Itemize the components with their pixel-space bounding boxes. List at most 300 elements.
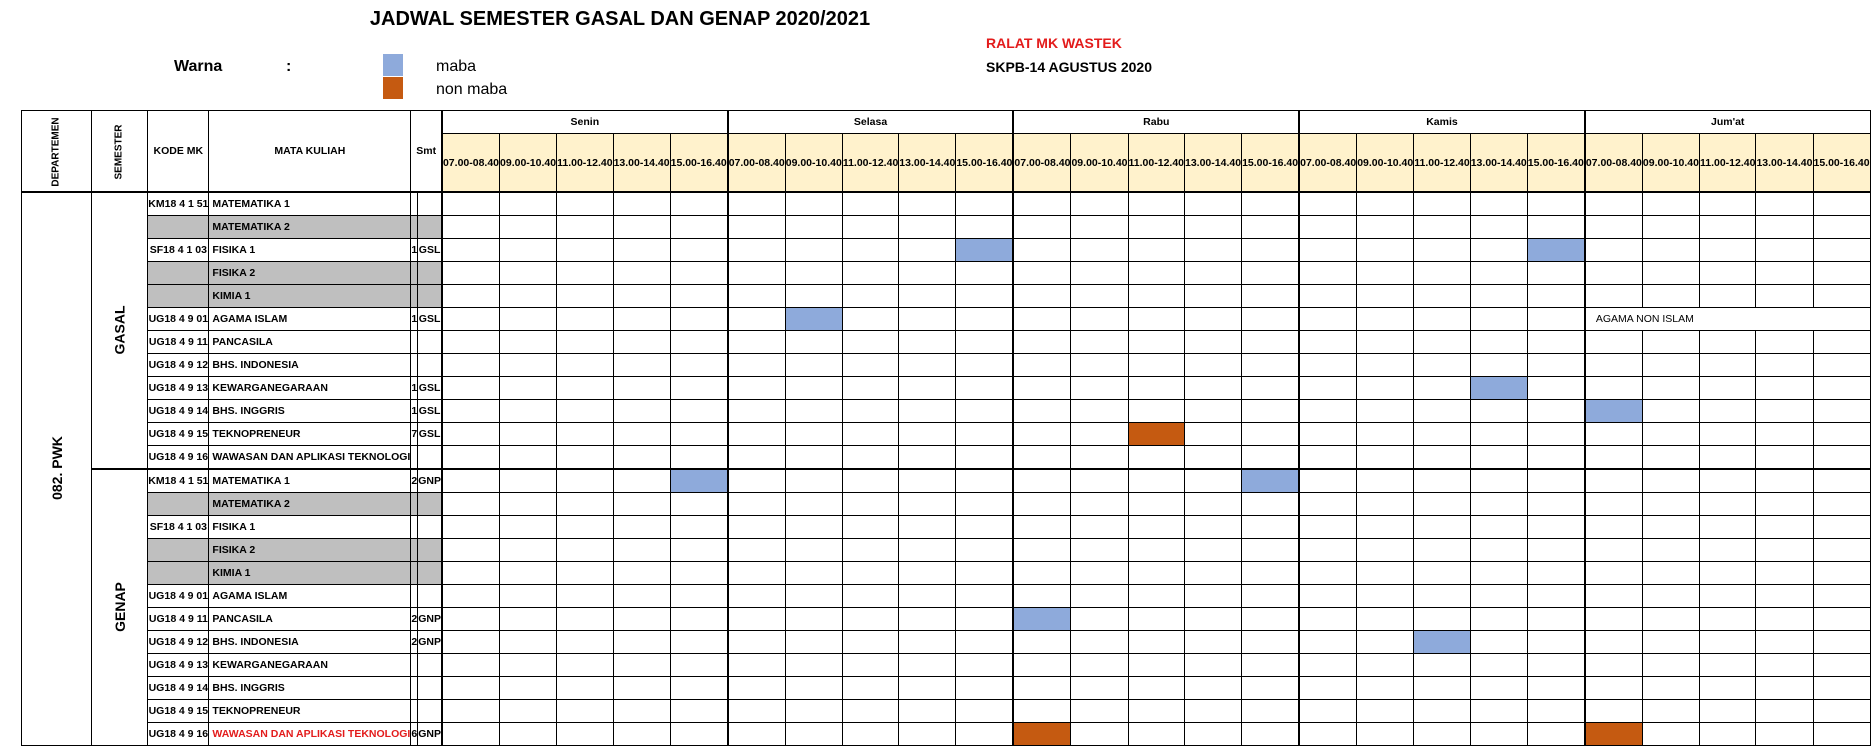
schedule-cell	[1470, 562, 1527, 585]
schedule-cell	[1185, 608, 1242, 631]
schedule-cell	[1013, 216, 1071, 239]
schedule-cell	[1414, 469, 1470, 493]
schedule-cell	[1585, 585, 1643, 608]
smt-type	[418, 216, 442, 239]
day-header: Kamis	[1299, 111, 1585, 134]
schedule-cell	[1414, 516, 1470, 539]
schedule-cell	[613, 354, 670, 377]
schedule-cell	[1185, 677, 1242, 700]
schedule-cell	[785, 377, 842, 400]
mata-kuliah: PANCASILA	[209, 608, 411, 631]
schedule-cell	[1756, 585, 1813, 608]
smt-type: GSL	[418, 400, 442, 423]
schedule-cell	[1242, 400, 1300, 423]
schedule-cell	[442, 539, 500, 562]
schedule-cell	[500, 539, 557, 562]
kode-mk: UG18 4 9 11	[148, 331, 209, 354]
schedule-cell	[1585, 285, 1643, 308]
schedule-cell	[1527, 377, 1585, 400]
schedule-cell	[1013, 493, 1071, 516]
schedule-cell	[785, 539, 842, 562]
schedule-cell	[1071, 493, 1128, 516]
schedule-cell	[1071, 239, 1128, 262]
schedule-cell	[1242, 654, 1300, 677]
kode-mk	[148, 539, 209, 562]
schedule-cell	[557, 631, 613, 654]
schedule-cell	[500, 308, 557, 331]
smt-number: 2	[411, 469, 418, 493]
schedule-cell	[899, 493, 956, 516]
schedule-cell	[1185, 308, 1242, 331]
schedule-cell	[1813, 654, 1870, 677]
schedule-cell	[1813, 446, 1870, 470]
schedule-cell	[442, 677, 500, 700]
schedule-cell	[1013, 192, 1071, 216]
smt-number: 2	[411, 608, 418, 631]
mata-kuliah: PANCASILA	[209, 331, 411, 354]
schedule-cell	[1299, 677, 1357, 700]
schedule-cell	[557, 400, 613, 423]
smt-number: 6	[411, 723, 418, 746]
time-slot-header: 07.00-08.40	[442, 134, 500, 193]
schedule-cell	[1357, 562, 1414, 585]
schedule-cell	[842, 516, 898, 539]
schedule-cell	[1527, 354, 1585, 377]
schedule-cell	[1642, 192, 1699, 216]
schedule-cell	[557, 377, 613, 400]
schedule-cell	[785, 723, 842, 746]
schedule-cell	[785, 354, 842, 377]
schedule-cell	[956, 354, 1014, 377]
schedule-cell	[1185, 654, 1242, 677]
schedule-cell	[842, 677, 898, 700]
schedule-cell	[1527, 608, 1585, 631]
schedule-cell	[1071, 631, 1128, 654]
kode-mk: UG18 4 9 16	[148, 723, 209, 746]
schedule-cell	[670, 192, 728, 216]
schedule-cell	[899, 608, 956, 631]
schedule-cell	[1185, 446, 1242, 470]
schedule-cell	[1813, 631, 1870, 654]
smt-type	[418, 654, 442, 677]
schedule-cell	[785, 516, 842, 539]
schedule-cell	[1470, 262, 1527, 285]
schedule-cell	[899, 285, 956, 308]
schedule-cell	[1299, 400, 1357, 423]
schedule-cell	[1813, 700, 1870, 723]
schedule-cell	[1128, 400, 1184, 423]
schedule-cell	[1128, 354, 1184, 377]
header-kode-mk: KODE MK	[148, 111, 209, 193]
kode-mk: SF18 4 1 03	[148, 516, 209, 539]
schedule-cell	[1756, 654, 1813, 677]
schedule-cell	[1642, 562, 1699, 585]
schedule-cell	[1756, 516, 1813, 539]
schedule-cell	[1013, 377, 1071, 400]
schedule-cell	[1813, 677, 1870, 700]
smt-type	[418, 331, 442, 354]
schedule-cell	[899, 331, 956, 354]
schedule-cell	[1414, 285, 1470, 308]
schedule-cell	[1071, 400, 1128, 423]
schedule-cell	[728, 700, 786, 723]
schedule-cell	[728, 285, 786, 308]
schedule-cell	[1527, 654, 1585, 677]
schedule-cell	[1299, 285, 1357, 308]
schedule-cell	[1357, 608, 1414, 631]
schedule-cell	[670, 585, 728, 608]
schedule-cell	[1642, 608, 1699, 631]
schedule-cell	[613, 400, 670, 423]
smt-number	[411, 562, 418, 585]
time-slot-header: 15.00-16.40	[956, 134, 1014, 193]
schedule-cell	[1813, 469, 1870, 493]
schedule-cell	[1699, 654, 1755, 677]
schedule-cell	[1414, 562, 1470, 585]
schedule-cell	[1585, 446, 1643, 470]
schedule-cell	[1128, 377, 1184, 400]
schedule-cell	[842, 423, 898, 446]
schedule-cell	[1357, 331, 1414, 354]
schedule-cell	[670, 400, 728, 423]
schedule-cell	[1642, 423, 1699, 446]
kode-mk: UG18 4 9 14	[148, 400, 209, 423]
day-header: Jum'at	[1585, 111, 1870, 134]
schedule-cell	[899, 423, 956, 446]
legend-colon: :	[286, 58, 292, 75]
schedule-cell	[1699, 516, 1755, 539]
schedule-cell	[613, 677, 670, 700]
smt-number	[411, 192, 418, 216]
schedule-cell	[1299, 423, 1357, 446]
schedule-cell	[1242, 285, 1300, 308]
schedule-cell	[956, 446, 1014, 470]
schedule-cell	[1813, 516, 1870, 539]
schedule-cell	[557, 239, 613, 262]
schedule-cell	[1585, 377, 1643, 400]
schedule-cell	[899, 585, 956, 608]
schedule-cell	[1699, 216, 1755, 239]
schedule-cell	[1128, 608, 1184, 631]
schedule-cell	[1071, 446, 1128, 470]
schedule-cell	[1642, 723, 1699, 746]
smt-type: GNP	[418, 469, 442, 493]
time-slot-header: 11.00-12.40	[1128, 134, 1184, 193]
header-departemen-label: DEPARTEMEN	[50, 116, 62, 187]
ralat-label: RALAT MK WASTEK	[986, 35, 1122, 51]
schedule-cell	[842, 354, 898, 377]
schedule-cell	[1013, 539, 1071, 562]
schedule-cell	[500, 677, 557, 700]
schedule-cell	[1642, 585, 1699, 608]
smt-number: 2	[411, 631, 418, 654]
mata-kuliah: BHS. INDONESIA	[209, 631, 411, 654]
schedule-cell	[1813, 262, 1870, 285]
schedule-cell	[557, 493, 613, 516]
schedule-cell	[785, 331, 842, 354]
schedule-cell	[899, 700, 956, 723]
schedule-cell	[1813, 239, 1870, 262]
schedule-cell	[842, 493, 898, 516]
schedule-cell	[1699, 446, 1755, 470]
schedule-maba-block	[956, 239, 1014, 262]
schedule-cell	[1699, 723, 1755, 746]
schedule-cell	[785, 654, 842, 677]
schedule-cell	[1071, 700, 1128, 723]
schedule-note: AGAMA NON ISLAM	[1585, 308, 1870, 331]
schedule-cell	[1242, 516, 1300, 539]
schedule-cell	[1756, 700, 1813, 723]
schedule-cell	[1527, 308, 1585, 331]
schedule-cell	[899, 446, 956, 470]
schedule-cell	[613, 285, 670, 308]
schedule-cell	[1527, 331, 1585, 354]
schedule-cell	[1813, 331, 1870, 354]
smt-type	[418, 585, 442, 608]
legend-label: Warna	[174, 58, 223, 75]
schedule-cell	[1357, 377, 1414, 400]
schedule-cell	[1128, 285, 1184, 308]
schedule-cell	[1071, 562, 1128, 585]
kode-mk: KM18 4 1 51	[148, 469, 209, 493]
schedule-cell	[1813, 562, 1870, 585]
smt-number	[411, 446, 418, 470]
time-slot-header: 13.00-14.40	[899, 134, 956, 193]
schedule-cell	[500, 192, 557, 216]
schedule-cell	[670, 308, 728, 331]
schedule-cell	[613, 723, 670, 746]
schedule-cell	[1699, 585, 1755, 608]
schedule-cell	[1185, 377, 1242, 400]
schedule-cell	[1527, 216, 1585, 239]
schedule-cell	[1185, 354, 1242, 377]
schedule-cell	[956, 700, 1014, 723]
schedule-cell	[1185, 192, 1242, 216]
time-slot-header: 15.00-16.40	[670, 134, 728, 193]
schedule-cell	[1128, 700, 1184, 723]
mata-kuliah: BHS. INGGRIS	[209, 400, 411, 423]
schedule-cell	[785, 262, 842, 285]
schedule-cell	[442, 631, 500, 654]
schedule-cell	[785, 423, 842, 446]
schedule-cell	[1470, 354, 1527, 377]
schedule-cell	[1699, 400, 1755, 423]
smt-number	[411, 493, 418, 516]
schedule-cell	[1642, 446, 1699, 470]
schedule-cell	[1642, 539, 1699, 562]
schedule-cell	[1527, 192, 1585, 216]
schedule-cell	[785, 192, 842, 216]
schedule-cell	[613, 377, 670, 400]
smt-type	[418, 516, 442, 539]
schedule-cell	[1071, 677, 1128, 700]
schedule-cell	[1013, 654, 1071, 677]
header-mata-kuliah: MATA KULIAH	[209, 111, 411, 193]
schedule-cell	[956, 308, 1014, 331]
schedule-cell	[956, 539, 1014, 562]
smt-number: 1	[411, 400, 418, 423]
schedule-cell	[1585, 516, 1643, 539]
schedule-cell	[500, 354, 557, 377]
schedule-cell	[670, 216, 728, 239]
schedule-cell	[1585, 216, 1643, 239]
schedule-cell	[1128, 469, 1184, 493]
schedule-cell	[1242, 192, 1300, 216]
smt-type	[418, 493, 442, 516]
schedule-cell	[1299, 631, 1357, 654]
schedule-cell	[1813, 539, 1870, 562]
schedule-cell	[899, 354, 956, 377]
schedule-cell	[1242, 700, 1300, 723]
schedule-cell	[1813, 723, 1870, 746]
schedule-cell	[1299, 539, 1357, 562]
schedule-cell	[1756, 285, 1813, 308]
schedule-maba-block	[1585, 400, 1643, 423]
kode-mk: UG18 4 9 12	[148, 631, 209, 654]
legend-non-maba-label: non maba	[436, 81, 508, 98]
schedule-cell	[1185, 562, 1242, 585]
schedule-cell	[899, 192, 956, 216]
schedule-cell	[670, 377, 728, 400]
schedule-cell	[1414, 585, 1470, 608]
mata-kuliah: KEWARGANEGARAAN	[209, 377, 411, 400]
schedule-cell	[1242, 262, 1300, 285]
schedule-cell	[1470, 585, 1527, 608]
schedule-cell	[442, 423, 500, 446]
schedule-cell	[1013, 446, 1071, 470]
smt-number: 1	[411, 308, 418, 331]
schedule-cell	[1527, 723, 1585, 746]
schedule-cell	[728, 631, 786, 654]
skpb-label: SKPB-14 AGUSTUS 2020	[986, 59, 1152, 75]
schedule-cell	[442, 285, 500, 308]
schedule-cell	[1813, 608, 1870, 631]
day-header: Selasa	[728, 111, 1014, 134]
schedule-cell	[1357, 239, 1414, 262]
schedule-cell	[1071, 654, 1128, 677]
schedule-cell	[1813, 192, 1870, 216]
schedule-cell	[956, 654, 1014, 677]
schedule-cell	[1470, 493, 1527, 516]
schedule-cell	[956, 262, 1014, 285]
schedule-cell	[442, 493, 500, 516]
schedule-maba-block	[1470, 377, 1527, 400]
schedule-maba-block	[1527, 239, 1585, 262]
schedule-cell	[1470, 285, 1527, 308]
mata-kuliah: BHS. INGGRIS	[209, 677, 411, 700]
schedule-cell	[1756, 469, 1813, 493]
semester-gasal-cell	[92, 192, 148, 469]
schedule-cell	[1128, 562, 1184, 585]
schedule-cell	[442, 585, 500, 608]
schedule-cell	[613, 331, 670, 354]
schedule-cell	[613, 239, 670, 262]
smt-type	[418, 677, 442, 700]
schedule-cell	[557, 608, 613, 631]
schedule-cell	[1013, 239, 1071, 262]
schedule-cell	[728, 192, 786, 216]
schedule-cell	[557, 192, 613, 216]
schedule-cell	[442, 216, 500, 239]
schedule-cell	[1527, 516, 1585, 539]
time-slot-header: 07.00-08.40	[728, 134, 786, 193]
schedule-cell	[1642, 631, 1699, 654]
schedule-cell	[1357, 469, 1414, 493]
schedule-cell	[842, 308, 898, 331]
schedule-cell	[1242, 585, 1300, 608]
schedule-cell	[442, 239, 500, 262]
schedule-cell	[1642, 516, 1699, 539]
time-slot-header: 07.00-08.40	[1013, 134, 1071, 193]
smt-number	[411, 539, 418, 562]
kode-mk: UG18 4 9 13	[148, 654, 209, 677]
time-slot-header: 07.00-08.40	[1585, 134, 1643, 193]
smt-type	[418, 446, 442, 470]
schedule-cell	[442, 331, 500, 354]
departemen-cell	[22, 192, 92, 746]
schedule-cell	[1071, 608, 1128, 631]
schedule-cell	[1699, 469, 1755, 493]
time-slot-header: 13.00-14.40	[1756, 134, 1813, 193]
smt-number	[411, 331, 418, 354]
schedule-cell	[728, 677, 786, 700]
schedule-cell	[842, 192, 898, 216]
schedule-cell	[1813, 354, 1870, 377]
schedule-cell	[442, 723, 500, 746]
schedule-cell	[1185, 723, 1242, 746]
schedule-cell	[1414, 423, 1470, 446]
schedule-cell	[842, 331, 898, 354]
schedule-cell	[1357, 192, 1414, 216]
schedule-cell	[1185, 400, 1242, 423]
schedule-cell	[1071, 539, 1128, 562]
schedule-cell	[1128, 216, 1184, 239]
schedule-cell	[785, 631, 842, 654]
semester-genap-label: GENAP	[111, 581, 128, 632]
schedule-cell	[1071, 192, 1128, 216]
schedule-cell	[728, 608, 786, 631]
schedule-cell	[1357, 631, 1414, 654]
schedule-cell	[1585, 654, 1643, 677]
schedule-cell	[842, 700, 898, 723]
schedule-cell	[442, 654, 500, 677]
schedule-cell	[1414, 239, 1470, 262]
schedule-cell	[1242, 446, 1300, 470]
schedule-cell	[557, 285, 613, 308]
legend-maba-label: maba	[436, 58, 477, 75]
schedule-cell	[1013, 677, 1071, 700]
schedule-cell	[500, 423, 557, 446]
schedule-cell	[842, 377, 898, 400]
schedule-cell	[1699, 192, 1755, 216]
schedule-cell	[728, 377, 786, 400]
schedule-cell	[1242, 677, 1300, 700]
schedule-cell	[1013, 469, 1071, 493]
schedule-cell	[1470, 331, 1527, 354]
time-slot-header: 09.00-10.40	[785, 134, 842, 193]
schedule-cell	[1756, 493, 1813, 516]
schedule-cell	[1527, 469, 1585, 493]
schedule-cell	[1414, 700, 1470, 723]
schedule-cell	[785, 239, 842, 262]
schedule-cell	[1357, 539, 1414, 562]
schedule-cell	[1013, 354, 1071, 377]
schedule-cell	[1527, 493, 1585, 516]
page-title: JADWAL SEMESTER GASAL DAN GENAP 2020/2021	[369, 8, 871, 30]
schedule-cell	[899, 262, 956, 285]
mata-kuliah: TEKNOPRENEUR	[209, 700, 411, 723]
schedule-cell	[728, 723, 786, 746]
